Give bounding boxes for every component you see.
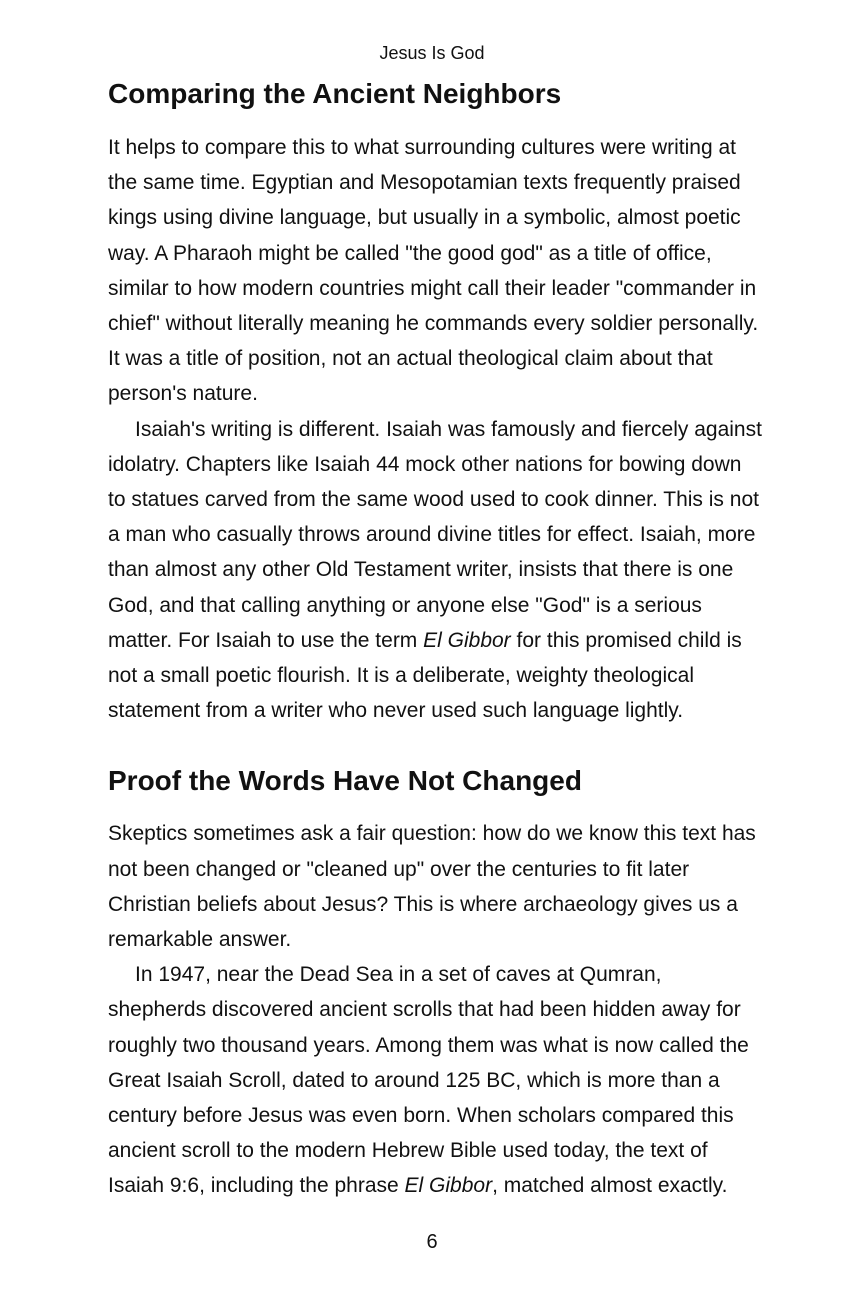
text-line: not a small poetic flourish. It is a deliberate, weighty theological [108,664,694,688]
text-line-with-italic [108,1168,798,1203]
text-run: Isaiah 9:6, including the phrase [108,1174,405,1198]
section-heading-proof-words: Proof the Words Have Not Changed [108,765,582,797]
text-line: than almost any other Old Testament writer, insists that there is one [108,558,734,582]
running-header: Jesus Is God [379,43,485,63]
paragraph-proof-words-2 [108,957,798,1203]
text-line: Skeptics sometimes ask a fair question: how do we know this text has [108,822,756,846]
text-line: similar to how modern countries might call their leader "commander in [108,276,757,300]
section-heading-ancient-neighbors: Comparing the Ancient Neighbors [108,78,562,109]
text-line: a man who casually throws around divine titles for effect. Isaiah, more [108,523,756,547]
page-body [108,76,798,1204]
text-line: to statues carved from the same wood used to cook dinner. This is not [108,488,759,512]
paragraph-ancient-neighbors-1 [108,130,798,412]
text-line: It was a title of position, not an actual theological claim about that [108,347,713,371]
text-line: Great Isaiah Scroll, dated to around 125 BC, which is more than a [108,1068,720,1092]
text-line: chief" without literally meaning he commands every soldier personally. [108,312,759,336]
text-line: ancient scroll to the modern Hebrew Bible used today, the text of [108,1139,708,1163]
text-line: shepherds discovered ancient scrolls that had been hidden away for [108,998,741,1022]
text-line: person's nature. [108,382,258,406]
text-line: not been changed or "cleaned up" over the centuries to fit later [108,857,690,881]
text-run: matter. For Isaiah to use the term [108,628,424,652]
text-line: God, and that calling anything or anyone else "God" is a serious [108,593,702,617]
text-line-with-italic [108,623,798,658]
italic-term-el-gibbor: El Gibbor [404,1174,493,1198]
text-run: for this promised child is [510,628,742,652]
text-line: Isaiah's writing is different. Isaiah was famously and fiercely against [135,417,762,441]
text-line: idolatry. Chapters like Isaiah 44 mock other nations for bowing down [108,452,742,476]
text-line: way. A Pharaoh might be called "the good god" as a title of office, [108,241,712,265]
text-run: , matched almost exactly. [492,1174,728,1198]
text-line: kings using divine language, but usually in a symbolic, almost poetic [108,206,741,230]
text-line: remarkable answer. [108,928,292,952]
text-line: In 1947, near the Dead Sea in a set of caves at Qumran, [135,963,662,987]
text-line: Christian beliefs about Jesus? This is where archaeology gives us a [108,892,738,916]
text-line: century before Jesus was even born. When scholars compared this [108,1104,734,1128]
paragraph-proof-words-1 [108,816,798,957]
text-line: It helps to compare this to what surrounding cultures were writing at [108,136,736,159]
text-line: statement from a writer who never used such language lightly. [108,699,684,723]
page-number: 6 [426,1231,438,1253]
text-line: the same time. Egyptian and Mesopotamian texts frequently praised [108,171,741,195]
italic-term-el-gibbor: El Gibbor [423,628,511,652]
text-line: roughly two thousand years. Among them was what is now called the [108,1033,749,1057]
paragraph-ancient-neighbors-2 [108,412,798,729]
